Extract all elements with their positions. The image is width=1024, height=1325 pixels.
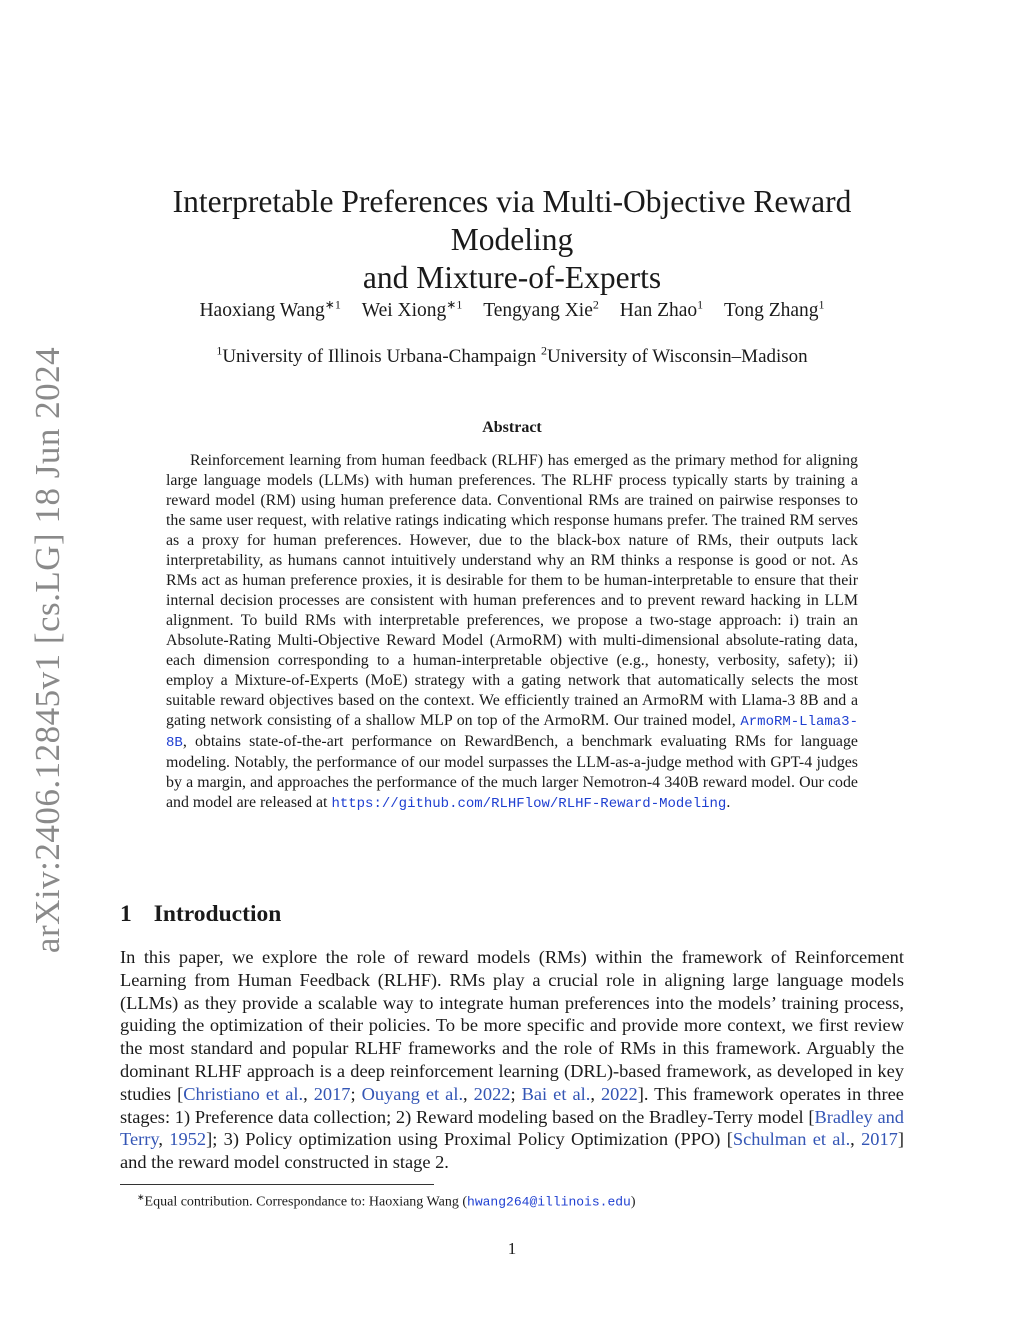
citation-link[interactable]: 2022: [600, 1083, 638, 1104]
author-list: [112, 292, 912, 323]
citation-link[interactable]: 2022: [473, 1083, 511, 1104]
introduction-paragraph: In this paper, we explore the role of reward models (RMs) within the framework of Reinforcement Learning from Human Feedback (RLHF). RMs play a crucial role in aligning large language models (LLMs) as they provide a scalable way to integrate human preferences into the models’ training process, guiding the optimization of their policies. To be more specific and provide more context, we first review the most standard and popular RLHF frameworks and the role of RMs in this framework. Arguably the dominant RLHF approach is a deep reinforcement learning (DRL)-based framework, as developed in key studies [Christiano et al., 2017; Ouyang et al., 2022; Bai et al., 2022]. This framework operates in three stages: 1) Preference data collection; 2) Reward modeling based on the Bradley-Terry model [Bradley and Terry, 1952]; 3) Policy optimization using Proximal Policy Optimization (PPO) [Schulman et al., 2017] and the reward model constructed in stage 2.: [120, 947, 905, 1173]
author: Wei Xiong$^{∗1}$: [361, 297, 463, 321]
page-number: 1: [507, 1239, 517, 1258]
affiliation-list: [112, 339, 912, 369]
abstract-text: Reinforcement learning from human feedback (RLHF) has emerged as the primary method for aligning large language models (LLMs) with human preferences. The RLHF process typically starts by training a reward model (RM) using human preference data. Conventional RMs are trained on pairwise responses to the same user request, with relative ratings indicating which response humans prefer. The trained RM serves as a proxy for human preferences. However, due to the black-box nature of RMs, their outputs lack interpretability, as humans cannot intuitively understand why an RM thinks a response is good or not. As RMs act as human preference proxies, it is desirable for them to be human-interpretable to ensure that their internal decision processes are consistent with human preferences and to prevent reward hacking in LLM alignment. To build RMs with interpretable preferences, we propose a two-stage approach: i) train an Absolute-Rating Multi-Objective Reward Model (ArmoRM) with multi-dimensional absolute-rating data, each dimension corresponding to a human-interpretable objective (e.g., honesty, verbosity, safety); ii) employ a Mixture-of-Experts (MoE) strategy with a gating network that automatically selects the most suitable reward objectives based on the context. We efficiently trained an ArmoRM with Llama-3 8B and a gating network consisting of a shallow MLP on top of the ArmoRM. Our trained model, ArmoRM-Llama3-8B, obtains state-of-the-art performance on RewardBench, a benchmark evaluating RMs for language modeling. Notably, the performance of our model surpasses the LLM-as-a-judge method with GPT-4 judges by a margin, and approaches the performance of the much larger Nemotron-4 340B reward model. Our code and model are released at https://github.com/RLHFlow/RLHF-Reward-Modeling.: [166, 452, 858, 812]
title-line-2: and Mixture-of-Experts: [362, 260, 662, 295]
section-number: 1: [120, 901, 132, 927]
author: Tengyang Xie$^2$: [483, 297, 599, 321]
author: Tong Zhang$^1$: [724, 297, 825, 321]
citation-link[interactable]: Bradley and Terry: [120, 1106, 905, 1150]
citation-link[interactable]: 2017: [313, 1083, 351, 1104]
section-title: Introduction: [153, 901, 282, 927]
footnote-divider: [120, 1184, 434, 1185]
citation-link[interactable]: Christiano et al.: [183, 1083, 304, 1104]
abstract-heading: Abstract: [482, 419, 542, 436]
model-name-link[interactable]: ArmoRM-Llama3-8B: [166, 714, 858, 751]
title-line-1: Interpretable Preferences via Multi-Objective Reward Modeling: [172, 184, 852, 257]
footnote: ∗Equal contribution. Correspondance to: Haoxiang Wang (hwang264@illinois.edu): [137, 1192, 636, 1210]
affiliation: $^2$University of Wisconsin–Madison: [541, 344, 808, 368]
citation-link[interactable]: Schulman et al.: [732, 1129, 851, 1150]
code-repo-link[interactable]: https://github.com/RLHFlow/RLHF-Reward-Modeling: [331, 796, 727, 812]
author: Haoxiang Wang$^{∗1}$: [199, 297, 341, 321]
citation-link[interactable]: Ouyang et al.: [361, 1083, 464, 1104]
arxiv-side-label: arXiv:2406.12845v1 [cs.LG] 18 Jun 2024: [28, 346, 67, 954]
section-heading-introduction: [120, 901, 281, 928]
email-link[interactable]: hwang264@illinois.edu: [467, 1194, 631, 1210]
affiliation: $^1$University of Illinois Urbana-Champaign: [216, 344, 537, 368]
paper-title: [112, 183, 912, 297]
citation-link[interactable]: Bai et al.: [521, 1083, 591, 1104]
citation-link[interactable]: 1952: [169, 1129, 207, 1150]
author: Han Zhao$^1$: [619, 297, 704, 321]
citation-link[interactable]: 2017: [861, 1129, 898, 1150]
